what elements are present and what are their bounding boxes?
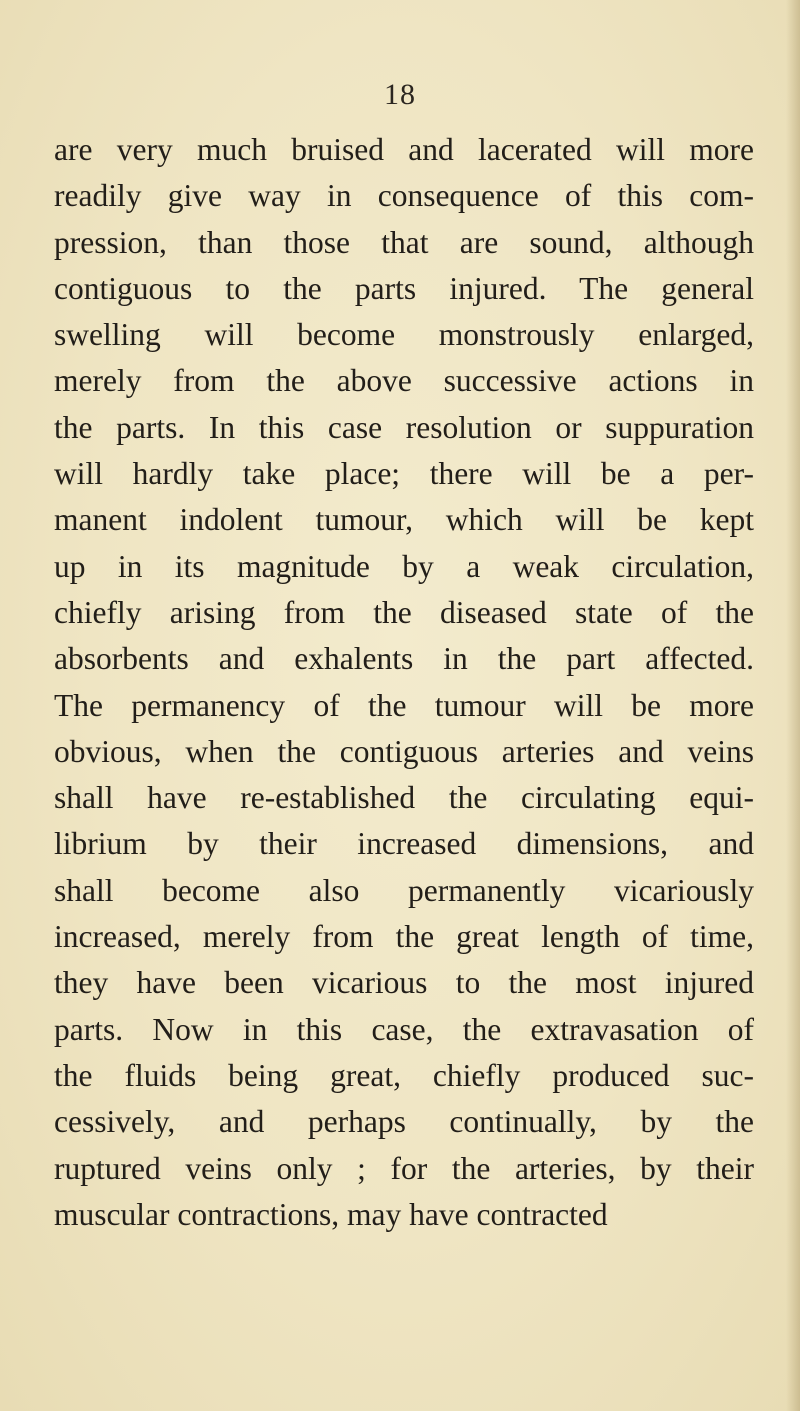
text-line: readily give way in consequence of this com- [54,178,754,214]
text-line: muscular contractions, may have contracted [54,1196,608,1232]
text-line: the parts. In this case resolution or suppuration [54,409,754,445]
text-line: manent indolent tumour, which will be kept [54,502,754,538]
page-edge-shadow [786,0,800,1411]
text-line: cessively, and perhaps continually, by the [54,1104,754,1140]
text-line: are very much bruised and lacerated will more [54,132,754,167]
text-line: shall have re-established the circulating equi- [54,780,754,816]
text-line: they have been vicarious to the most injured [54,965,754,1001]
text-line: up in its magnitude by a weak circulation, [54,548,754,584]
text-line: chiefly arising from the diseased state of the [54,594,754,630]
text-line: will hardly take place; there will be a per- [54,456,754,492]
text-line: the fluids being great, chiefly produced suc- [54,1057,754,1093]
text-line: The permanency of the tumour will be more [54,687,754,723]
text-line: ruptured veins only ; for the arteries, by their [54,1150,754,1186]
text-line: obvious, when the contiguous arteries and veins [54,733,754,769]
body-text [54,127,754,1238]
text-line: contiguous to the parts injured. The general [54,270,754,306]
text-line: pression, than those that are sound, although [54,224,754,260]
text-line: parts. Now in this case, the extravasation of [54,1011,754,1047]
text-line: increased, merely from the great length of time, [54,919,754,955]
text-line: shall become also permanently vicariously [54,872,754,908]
text-line: swelling will become monstrously enlarged, [54,317,754,353]
text-line: merely from the above successive actions in [54,363,754,399]
page-number: 18 [384,78,416,111]
text-line: absorbents and exhalents in the part affected. [54,641,754,677]
text-line: librium by their increased dimensions, and [54,826,754,862]
